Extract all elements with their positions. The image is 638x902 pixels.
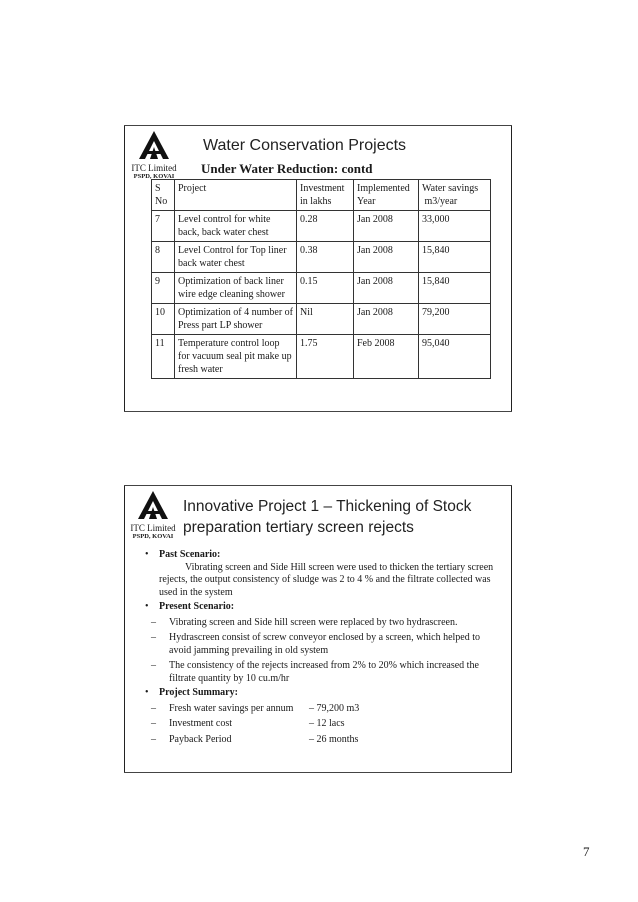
header-investment: Investment in lakhs <box>297 180 354 211</box>
header-implemented: Implemented Year <box>354 180 419 211</box>
cell-investment: 0.15 <box>297 273 354 304</box>
present-item-text: Vibrating screen and Side hill screen were replaced by two hydrascreen. <box>169 616 458 628</box>
itc-emblem-icon <box>132 489 174 523</box>
itc-emblem-icon <box>133 129 175 163</box>
cell-project: Level Control for Top liner back water chest <box>175 242 297 273</box>
slide-water-conservation <box>124 125 512 412</box>
dash-marker: – <box>151 660 156 671</box>
bullet-dot: • <box>145 601 149 612</box>
table-header-row <box>152 180 491 211</box>
present-scenario-label: Present Scenario: <box>159 601 235 612</box>
cell-serial: 11 <box>152 335 175 379</box>
slide-title: Water Conservation Projects <box>203 137 407 154</box>
cell-investment: 0.38 <box>297 242 354 273</box>
project-summary-label: Project Summary: <box>159 687 238 698</box>
table-row <box>152 242 491 273</box>
summary-key: Payback Period <box>169 733 232 745</box>
slide-title-line-2: preparation tertiary screen rejects <box>183 519 414 536</box>
cell-implemented: Jan 2008 <box>354 304 419 335</box>
dash-marker: – <box>151 718 156 729</box>
summary-key: Investment cost <box>169 718 233 729</box>
past-scenario-text: Vibrating screen and Side Hill screen were used to thicken the tertiary screen rejects, the output consistency of sludge was 2 to 4 % and the filtrate collected was used in the system <box>159 561 494 598</box>
dash-marker: – <box>151 632 156 643</box>
list-item <box>145 617 499 630</box>
header-project: Project <box>175 180 297 211</box>
table-row <box>152 211 491 242</box>
slide-title <box>183 496 503 538</box>
summary-value: – 12 lacs <box>309 718 345 729</box>
slide-subtitle: Under Water Reduction: contd <box>201 161 373 176</box>
list-item <box>145 718 499 731</box>
cell-implemented: Feb 2008 <box>354 335 419 379</box>
cell-implemented: Jan 2008 <box>354 242 419 273</box>
itc-logo <box>128 489 178 541</box>
page-number: 7 <box>583 844 590 859</box>
cell-investment: 1.75 <box>297 335 354 379</box>
slide-title-line-1: Innovative Project 1 – Thickening of Stock <box>183 498 472 515</box>
summary-value: – 26 months <box>309 733 359 745</box>
cell-investment: Nil <box>297 304 354 335</box>
cell-savings: 79,200 <box>419 304 491 335</box>
bullet-present-scenario <box>145 601 499 614</box>
cell-project: Level control for white back, back water chest <box>175 211 297 242</box>
cell-implemented: Jan 2008 <box>354 273 419 304</box>
cell-savings: 15,840 <box>419 273 491 304</box>
table-row <box>152 335 491 379</box>
bullet-dot: • <box>145 549 149 560</box>
cell-implemented: Jan 2008 <box>354 211 419 242</box>
slide-innovative-project <box>124 485 512 773</box>
dash-marker: – <box>151 616 156 628</box>
itc-logo <box>129 129 179 181</box>
cell-investment: 0.28 <box>297 211 354 242</box>
cell-savings: 15,840 <box>419 242 491 273</box>
cell-savings: 33,000 <box>419 211 491 242</box>
bullet-past-scenario <box>145 549 499 599</box>
summary-value: – 79,200 m3 <box>309 702 360 714</box>
logo-company-name: ITC Limited <box>131 163 177 173</box>
past-scenario-label: Past Scenario: <box>159 549 221 560</box>
present-item-text: The consistency of the rejects increased from 2% to 20% which increased the filtrate quantity by 10 cu.m/hr <box>169 660 479 684</box>
summary-key: Fresh water savings per annum <box>169 702 294 714</box>
bullet-dot: • <box>145 687 149 698</box>
bullet-project-summary <box>145 687 499 700</box>
cell-serial: 10 <box>152 304 175 335</box>
cell-project: Optimization of back liner wire edge cleaning shower <box>175 273 297 304</box>
cell-project: Optimization of 4 number of Press part LP shower <box>175 304 297 335</box>
cell-serial: 8 <box>152 242 175 273</box>
logo-unit-name: PSPD, KOVAI <box>132 533 174 540</box>
table-row <box>152 304 491 335</box>
list-item <box>145 660 499 685</box>
table-row <box>152 273 491 304</box>
slide-content <box>145 547 499 746</box>
water-projects-table <box>151 179 491 379</box>
present-item-text: Hydrascreen consist of screw conveyor enclosed by a screen, which helped to avoid jamming prevailing in old system <box>169 632 480 656</box>
cell-project: Temperature control loop for vacuum seal pit make up fresh water <box>175 335 297 379</box>
dash-marker: – <box>151 702 156 714</box>
list-item <box>145 703 499 716</box>
logo-unit-name: PSPD, KOVAI <box>133 173 175 180</box>
header-water-savings: Water savings m3/year <box>419 180 491 211</box>
logo-company-name: ITC Limited <box>130 523 176 533</box>
list-item <box>145 734 499 747</box>
header-serial-no: S No <box>152 180 175 211</box>
cell-serial: 9 <box>152 273 175 304</box>
cell-savings: 95,040 <box>419 335 491 379</box>
dash-marker: – <box>151 733 156 745</box>
cell-serial: 7 <box>152 211 175 242</box>
list-item <box>145 632 499 657</box>
